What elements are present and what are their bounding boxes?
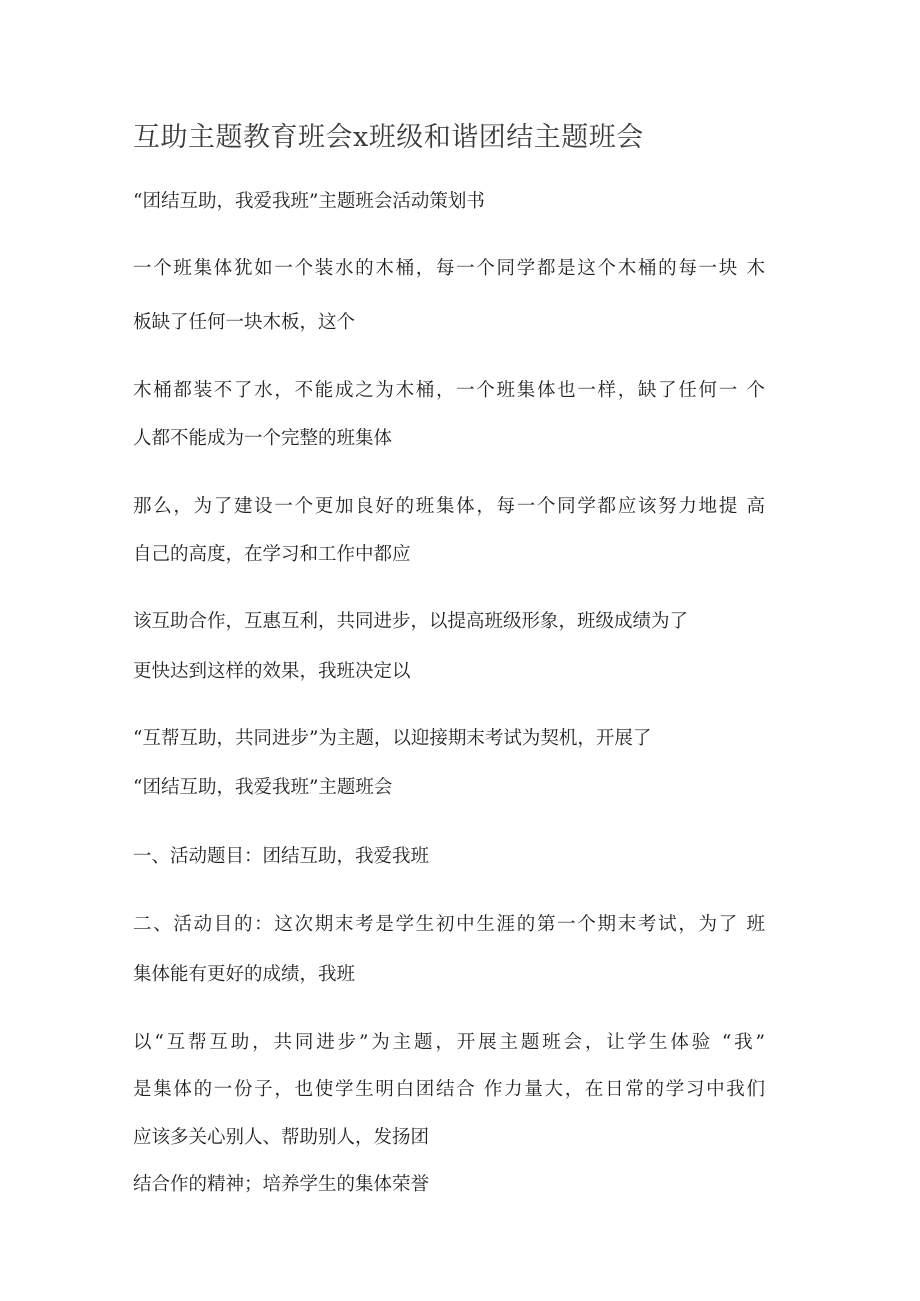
paragraph-line: 木桶都装不了水，不能成之为木桶，一个班集体也一样，缺了任何一 个 <box>133 380 765 401</box>
paragraph-line: 结合作的精神；培养学生的集体荣誉 <box>133 1174 430 1195</box>
paragraph-line: 那么，为了建设一个更加良好的班集体，每一个同学都应该努力地提 高 <box>133 496 765 517</box>
paragraph-line: 一个班集体犹如一个装水的木桶，每一个同学都是这个木桶的每一块 木 <box>133 258 765 279</box>
subtitle-line: “团结互助，我爱我班”主题班会活动策划书 <box>133 191 485 212</box>
paragraph-line: 应该多关心别人、帮助别人，发扬团 <box>133 1127 430 1148</box>
paragraph-line: 更快达到这样的效果，我班决定以 <box>133 661 411 682</box>
paragraph-line: “团结互助，我爱我班”主题班会 <box>133 777 393 798</box>
paragraph-line: 该互助合作，互惠互利，共同进步，以提高班级形象，班级成绩为了 <box>133 611 689 632</box>
paragraph-line: “互帮互助，共同进步”为主题，以迎接期末考试为契机，开展了 <box>133 728 652 749</box>
paragraph-line: 人都不能成为一个完整的班集体 <box>133 428 393 449</box>
paragraph-line: 是集体的一份子，也使学生明白团结合 作力量大，在日常的学习中我们 <box>133 1079 765 1100</box>
paragraph-line: 二、活动目的：这次期末考是学生初中生涯的第一个期末考试，为了 班 <box>133 914 765 935</box>
document-title: 互助主题教育班会x班级和谐团结主题班会 <box>133 122 644 153</box>
paragraph-line: 集体能有更好的成绩，我班 <box>133 964 356 985</box>
section-heading-line: 一、活动题目：团结互助，我爱我班 <box>133 846 430 867</box>
paragraph-line: 以“互帮互助，共同进步”为主题，开展主题班会，让学生体验 “我” <box>133 1032 765 1053</box>
paragraph-line: 板缺了任何一块木板，这个 <box>133 312 356 333</box>
paragraph-line: 自己的高度，在学习和工作中都应 <box>133 544 411 565</box>
